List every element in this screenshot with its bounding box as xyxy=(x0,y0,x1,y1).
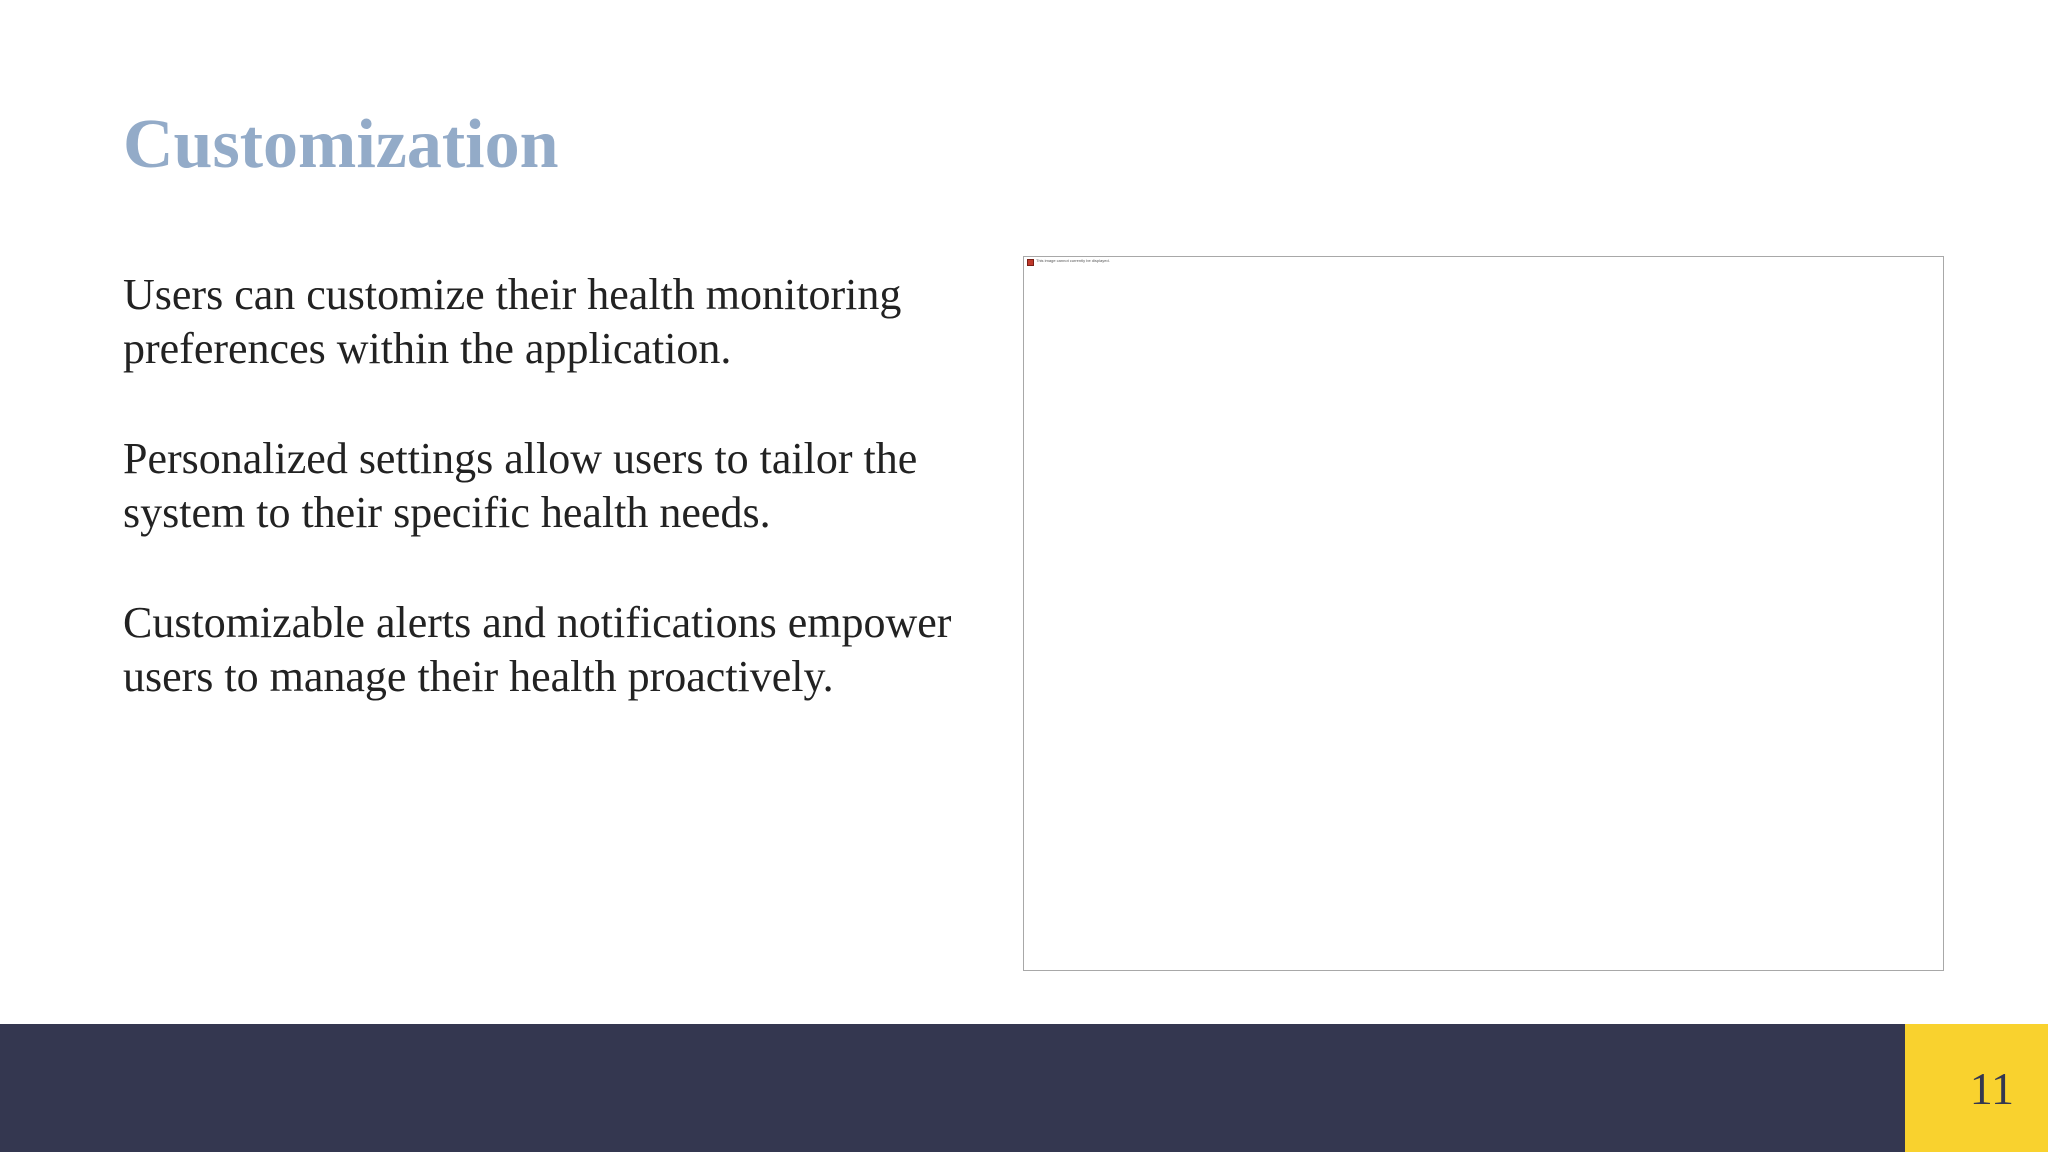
slide-title: Customization xyxy=(123,106,559,183)
bullet-list xyxy=(123,268,1003,760)
image-placeholder xyxy=(1023,256,1944,971)
bullet-item: Personalized settings allow users to tailor the system to their specific health needs. xyxy=(123,434,918,537)
bullet-item: Users can customize their health monitoring preferences within the application. xyxy=(123,270,902,373)
footer-bar xyxy=(0,1024,1905,1152)
page-number-box xyxy=(1905,1024,2048,1152)
broken-image-icon xyxy=(1027,259,1034,266)
page-number: 11 xyxy=(1969,1063,2014,1114)
bullet-item: Customizable alerts and notifications empower users to manage their health proactively. xyxy=(123,598,952,701)
image-error-message: This image cannot currently be displayed. xyxy=(1036,258,1110,263)
